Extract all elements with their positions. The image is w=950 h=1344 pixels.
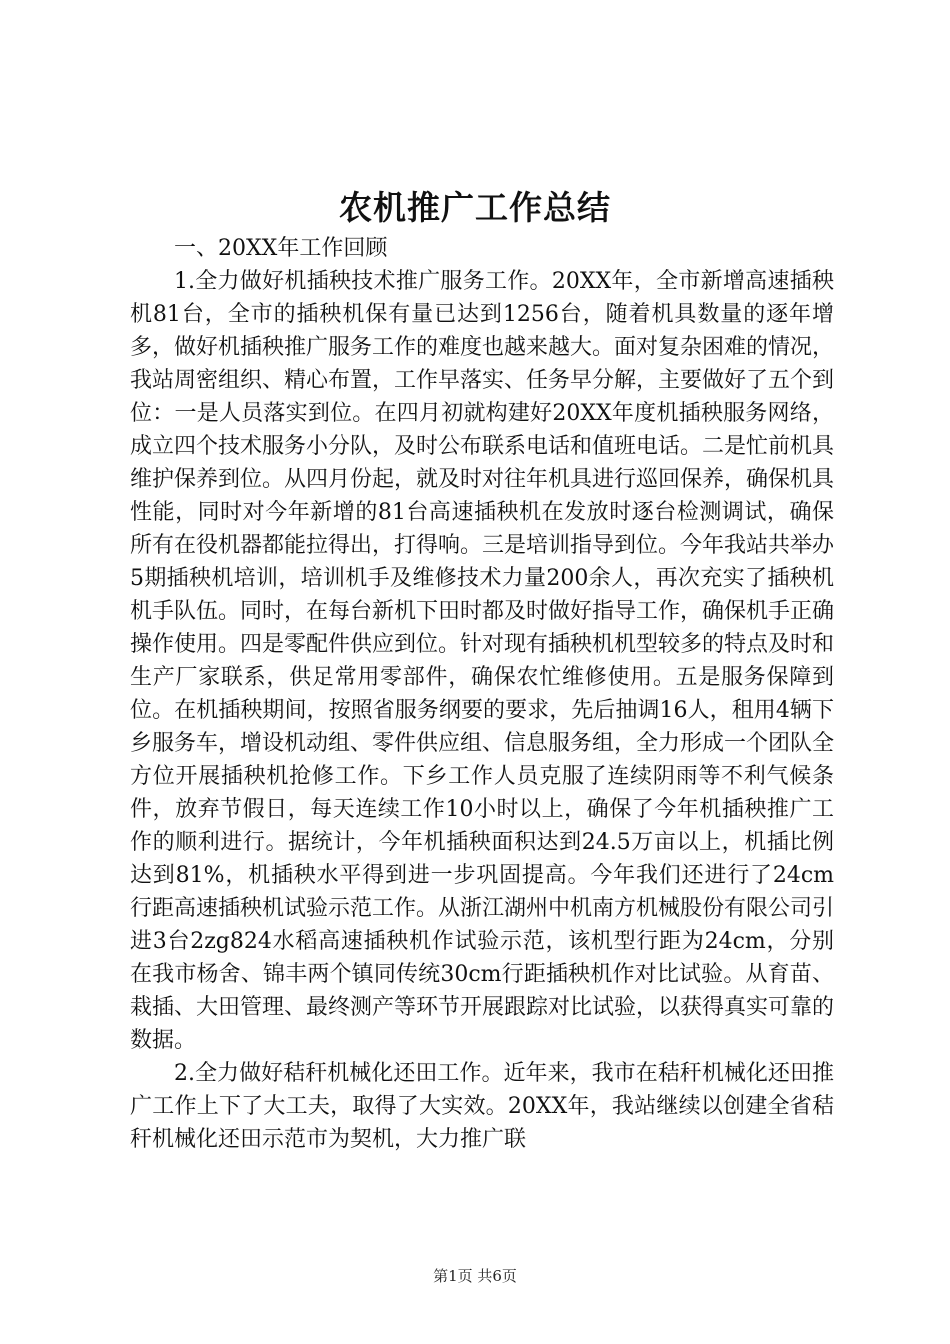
section-heading: 一、20XX年工作回顾 [174,236,388,261]
document-body [130,232,834,1156]
paragraph: 1.全力做好机插秧技术推广服务工作。20XX年，全市新增高速插秧机81台，全市的插秧机保有量已达到1256台，随着机具数量的逐年增多，做好机插秧推广服务工作的难度也越来越大。面对复杂困难的情况，我站周密组织、精心布置，工作早落实、任务早分解，主要做好了五个到位：一是人员落实到位。在四月初就构建好20XX年度机插秧服务网络，成立四个技术服务小分队，及时公布联系电话和值班电话。二是忙前机具维护保养到位。从四月份起，就及时对往年机具进行巡回保养，确保机具性能，同时对今年新增的81台高速插秧机在发放时逐台检测调试，确保所有在役机器都能拉得出，打得响。三是培训指导到位。今年我站共举办5期插秧机培训，培训机手及维修技术力量200余人，再次充实了插秧机机手队伍。同时，在每台新机下田时都及时做好指导工作，确保机手正确操作使用。四是零配件供应到位。针对现有插秧机机型较多的特点及时和生产厂家联系，供足常用零部件，确保农忙维修使用。五是服务保障到位。在机插秧期间，按照省服务纲要的要求，先后抽调16人，租用4辆下乡服务车，增设机动组、零件供应组、信息服务组，全力形成一个团队全方位开展插秧机抢修工作。下乡工作人员克服了连续阴雨等不利气候条件，放弃节假日，每天连续工作10小时以上，确保了今年机插秧推广工作的顺利进行。据统计，今年机插秧面积达到24.5万亩以上，机插比例达到81%，机插秧水平得到进一步巩固提高。今年我们还进行了24cm行距高速插秧机试验示范工作。从浙江湖州中机南方机械股份有限公司引进3台2zg824水稻高速插秧机作试验示范，该机型行距为24cm，分别在我市杨舍、锦丰两个镇同传统30cm行距插秧机作对比试验。从育苗、栽插、大田管理、最终测产等环节开展跟踪对比试验，以获得真实可靠的数据。 [130,269,835,1053]
document-title: 农机推广工作总结 [339,188,611,227]
paragraph: 2.全力做好秸秆机械化还田工作。近年来，我市在秸秆机械化还田推广工作上下了大工夫，取得了大实效。20XX年，我站继续以创建全省秸秆机械化还田示范市为契机，大力推广联 [130,1061,834,1152]
page-footer: 第1页 共6页 [433,1267,517,1285]
